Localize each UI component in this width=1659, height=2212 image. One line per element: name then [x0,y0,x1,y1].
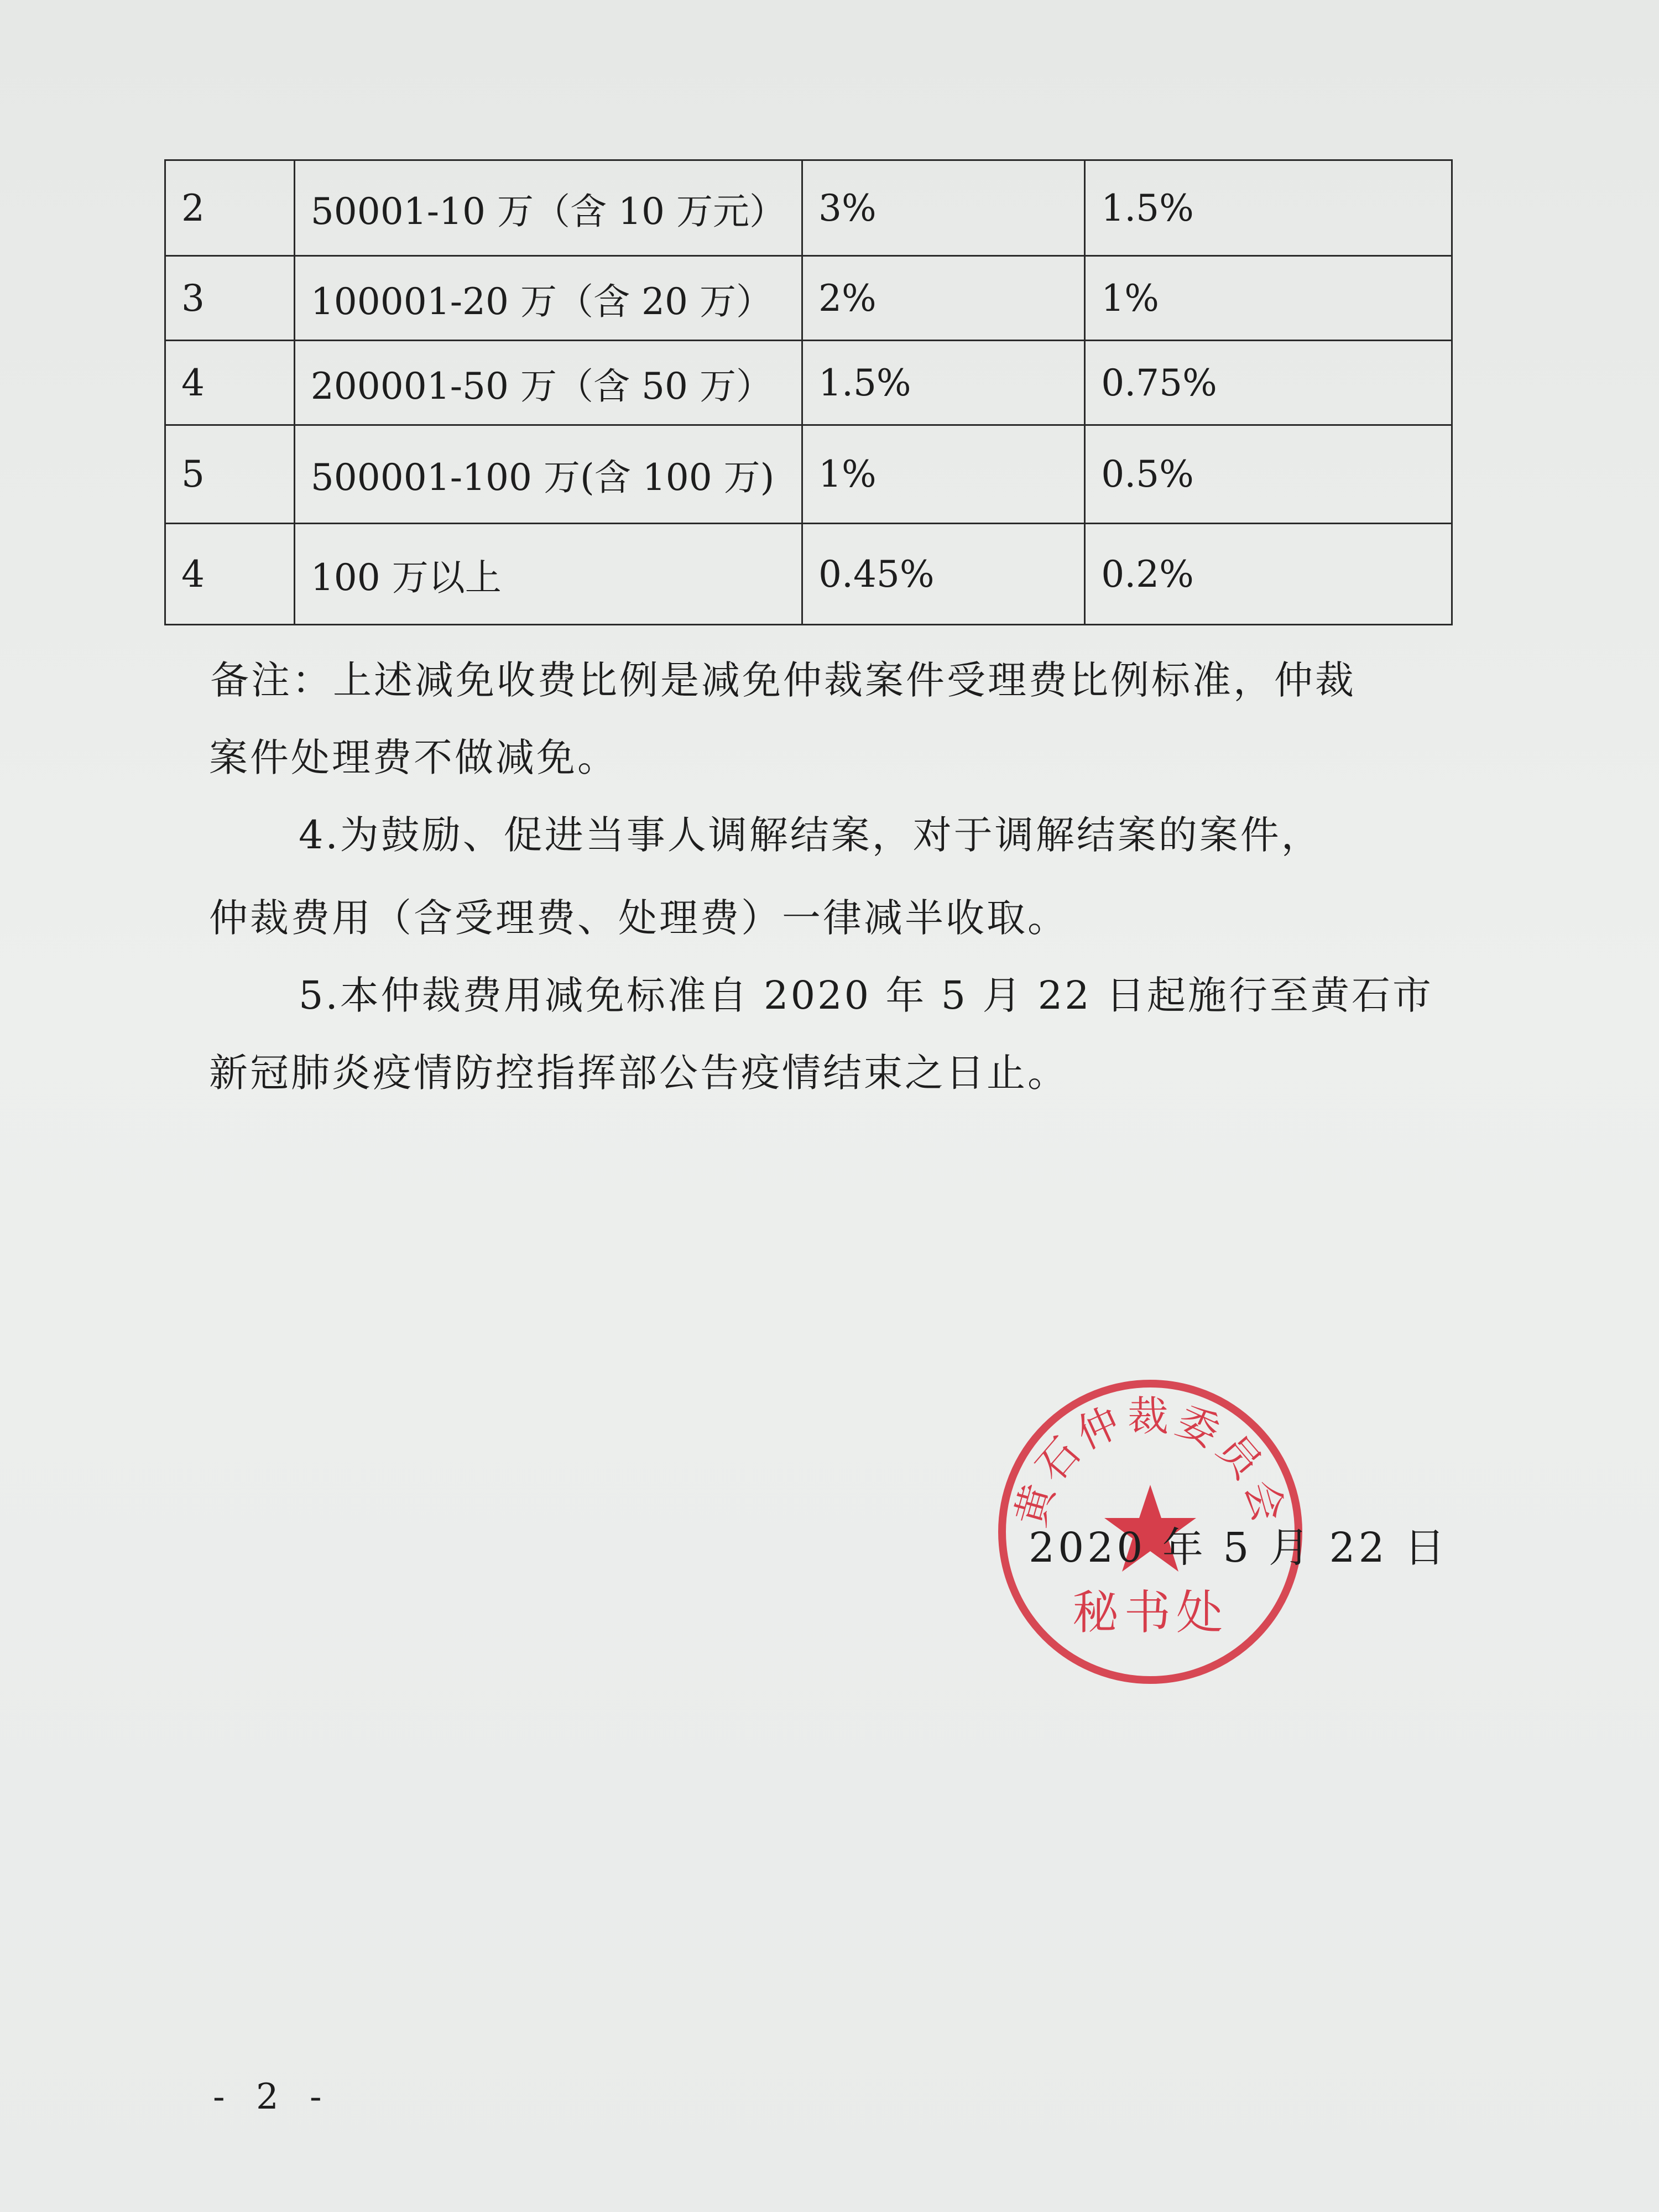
clause-4-line-2: 仲裁费用（含受理费、处理费）一律减半收取。 [209,895,1068,941]
reduced-rate-cell: 1.5% [1085,160,1452,256]
clause-4-line-1: 4.为鼓励、促进当事人调解结案，对于调解结案的案件， [299,812,1322,858]
table-row [165,341,1452,425]
rate-cell: 0.45% [802,524,1084,625]
clause-5-line-1: 5.本仲裁费用减免标准自 2020 年 5 月 22 日起施行至黄石市 [299,973,1434,1018]
rate-cell: 3% [802,160,1084,256]
row-number-cell: 4 [165,341,295,425]
rate-cell: 2% [802,256,1084,341]
note-line-1: 备注：上述减免收费比例是减免仲裁案件受理费比例标准，仲裁 [210,658,1356,703]
rate-cell: 1.5% [802,341,1084,425]
amount-range-cell: 100 万以上 [294,524,802,625]
reduced-rate-cell: 1% [1085,256,1452,341]
row-number-cell: 3 [165,256,295,341]
table-row [165,160,1452,256]
rate-cell: 1% [802,425,1084,524]
clause-5-line-2: 新冠肺炎疫情防控指挥部公告疫情结束之日止。 [209,1050,1068,1095]
amount-range-cell: 500001-100 万(含 100 万) [294,425,802,524]
seal-inner-text: 秘书处 [1072,1585,1229,1640]
fee-reduction-table [164,159,1453,625]
reduced-rate-cell: 0.2% [1085,524,1452,625]
seal-outer-text: 黄石仲裁委员会 [1006,1392,1294,1532]
amount-range-cell: 200001-50 万（含 50 万） [294,341,802,425]
row-number-cell: 4 [165,524,295,625]
reduced-rate-cell: 0.5% [1085,425,1452,524]
note-line-2: 案件处理费不做减免。 [209,735,618,780]
amount-range-cell: 50001-10 万（含 10 万元） [294,160,802,256]
page-number: - 2 - [213,2077,332,2117]
table-row [165,524,1452,625]
table-row [165,425,1452,524]
reduced-rate-cell: 0.75% [1085,341,1452,425]
amount-range-cell: 100001-20 万（含 20 万） [294,256,802,341]
row-number-cell: 2 [165,160,295,256]
table-row [165,256,1452,341]
signature-date: 2020 年 5 月 22 日 [1029,1524,1449,1572]
row-number-cell: 5 [165,425,295,524]
